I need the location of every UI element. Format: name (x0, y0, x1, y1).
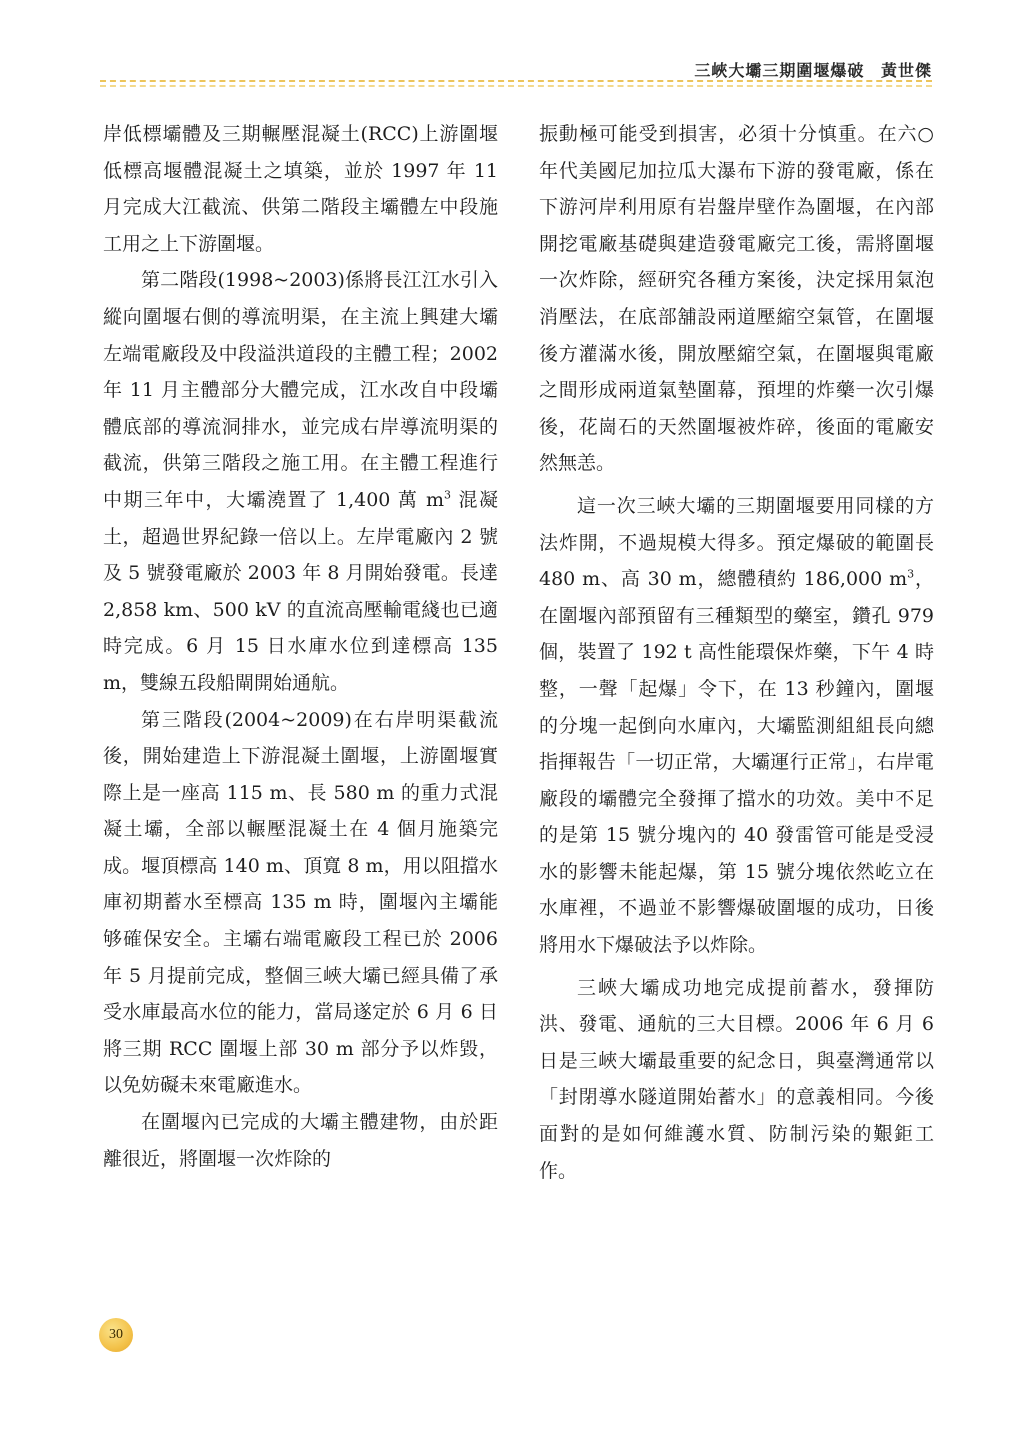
paragraph (103, 262, 498, 701)
page-number-badge (99, 1318, 133, 1352)
header-rule (100, 80, 932, 82)
paragraph-text: 混凝土，超過世界紀錄一倍以上。左岸電廠內 2 號及 5 號發電廠於 2003 年 8 月開始發電。長達 2,858 km、500 kV 的直流高壓輸電綫也已適時完成。6 月 15 日水庫水位到達標高 135 m，雙線五段船閘開始通航。 (103, 488, 498, 694)
superscript: 3 (443, 488, 451, 502)
paragraph-text: ，在圍堰內部預留有三種類型的藥室，鑽孔 979 個，裝置了 192 t 高性能環保炸藥，下午 4 時整，一聲「起爆」令下，在 13 秒鐘內，圍堰的分塊一起倒向水庫內，大壩監測組組長向總指揮報告「一切正常，大壩運行正常」，右岸電廠段的壩體完全發揮了擋水的功效。美中不足的是第 15 號分塊內的 40 發雷管可能是受浸水的影響未能起爆，第 15 號分塊依然屹立在水庫裡，不過並不影響爆破圍堰的成功，日後將用水下爆破法予以炸除。 (539, 568, 934, 957)
right-column (539, 116, 934, 1189)
paragraph (539, 488, 934, 964)
superscript: 3 (907, 567, 915, 581)
paragraph-text: 第二階段(1998~2003)係將長江江水引入縱向圍堰右側的導流明渠，在主流上興建大壩左端電廠段及中段溢洪道段的主體工程；2002 年 11 月主體部分大體完成，江水改自中段壩體底部的導流洞排水，並完成右岸導流明渠的截流，供第三階段之施工用。在主體工程進行中期三年中，大壩澆置了 1,400 萬 m (103, 269, 498, 511)
paragraph: 岸低標壩體及三期輾壓混凝土(RCC)上游圍堰低標高堰體混凝土之填築，並於 1997 年 11 月完成大江截流、供第二階段主壩體左中段施工用之上下游圍堰。 (103, 123, 498, 255)
paragraph-text: 這一次三峽大壩的三期圍堰要用同樣的方法炸開，不過規模大得多。預定爆破的範圍長 480 m、高 30 m，總體積約 186,000 m (539, 494, 934, 591)
header-author: 黃世傑 (880, 61, 932, 80)
paragraph: 第三階段(2004~2009)在右岸明渠截流後，開始建造上下游混凝土圍堰，上游圍堰實際上是一座高 115 m、長 580 m 的重力式混凝土壩，全部以輾壓混凝土在 4 個月施築完成。堰頂標高 140 m、頂寬 8 m，用以阻擋水庫初期蓄水至標高 135 m 時，圍堰內主壩能够確保安全。主壩右端電廠段工程已於 2006 年 5 月提前完成，整個三峽大壩已經具備了承受水庫最高水位的能力，當局遂定於 6 月 6 日將三期 RCC 圍堰上部 30 m 部分予以炸毀，以免妨礙未來電廠進水。 (103, 708, 498, 1097)
header-title: 三峽大壩三期圍堰爆破 (694, 61, 865, 80)
paragraph: 三峽大壩成功地完成提前蓄水，發揮防洪、發電、通航的三大目標。2006 年 6 月 6 日是三峽大壩最重要的紀念日，與臺灣通常以「封閉導水隧道開始蓄水」的意義相同。今後面對的是如何維護水質、防制污染的艱鉅工作。 (539, 976, 934, 1182)
paragraph: 振動極可能受到損害，必須十分慎重。在六○年代美國尼加拉瓜大瀑布下游的發電廠，係在下游河岸利用原有岩盤岸壁作為圍堰，在內部開挖電廠基礎與建造發電廠完工後，需將圍堰一次炸除，經研究各種方案後，決定採用氣泡消壓法，在底部舖設兩道壓縮空氣管，在圍堰後方灌滿水後，開放壓縮空氣，在圍堰與電廠之間形成兩道氣墊圍幕，預埋的炸藥一次引爆後，花崗石的天然圍堰被炸碎，後面的電廠安然無恙。 (539, 123, 934, 475)
paragraph: 在圍堰內已完成的大壩主體建物，由於距離很近，將圍堰一次炸除的 (103, 1111, 498, 1170)
page-number: 30 (109, 1327, 123, 1342)
left-column (103, 116, 498, 1177)
running-header (694, 58, 932, 81)
header-rule-secondary (100, 85, 932, 87)
